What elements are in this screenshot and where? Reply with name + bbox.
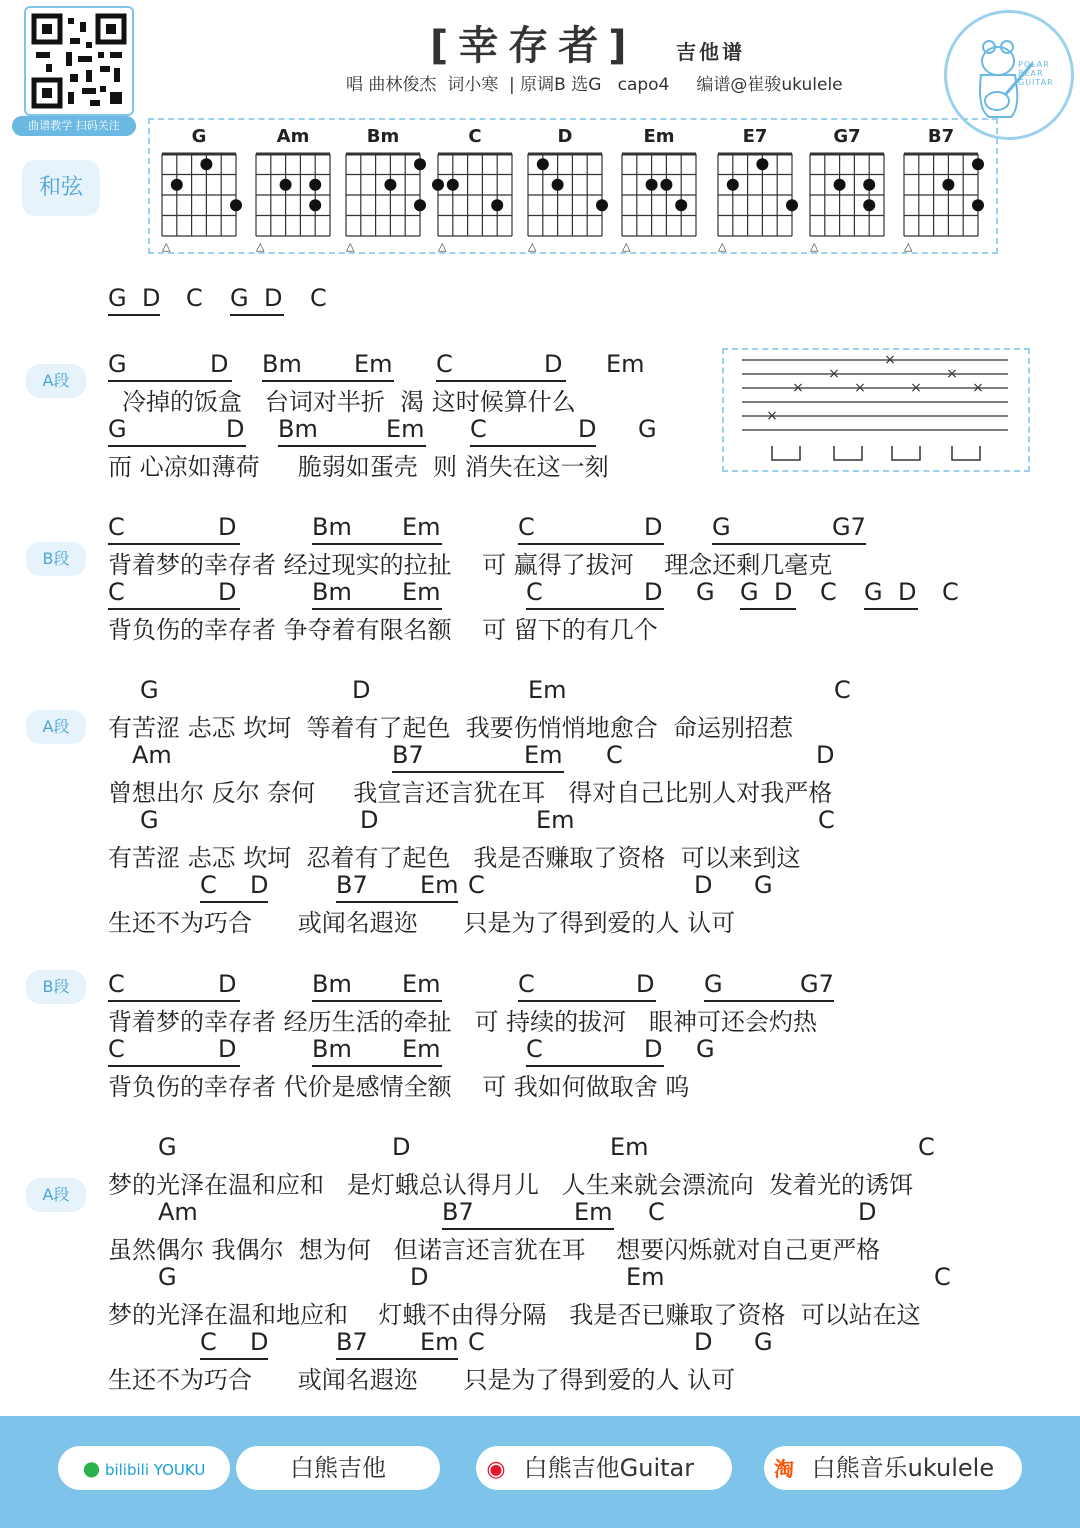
chord-symbol: Bm: [262, 350, 302, 378]
chord-symbol: G7: [800, 970, 834, 998]
chord-symbol: C: [834, 676, 851, 704]
chord-diagrams: [148, 118, 998, 254]
chord-symbol: C: [526, 578, 543, 606]
chord-symbol: Em: [420, 871, 459, 899]
chord-symbol: Em: [402, 513, 441, 541]
chord-symbol: C: [942, 578, 959, 606]
chord-symbol: B7: [392, 741, 424, 769]
chord-symbol: B7: [442, 1198, 474, 1226]
intro-chord: G: [230, 284, 249, 312]
svg-text:×: ×: [946, 366, 958, 382]
chord-symbol: D: [410, 1263, 429, 1291]
chord-symbol: G: [864, 578, 883, 606]
chord-symbol: D: [644, 1035, 663, 1063]
chord-symbol: Am: [158, 1198, 198, 1226]
chord-symbol: D: [352, 676, 371, 704]
qr-code[interactable]: [24, 6, 134, 116]
chord-symbol: G: [108, 415, 127, 443]
svg-text:△: △: [810, 240, 819, 252]
song-credits: 唱 曲林俊杰 词小寒 | 原调B 选G capo4 编谱@崔骏ukulele: [346, 75, 843, 95]
chord-name-c: C: [468, 126, 482, 147]
chord-symbol: D: [226, 415, 245, 443]
intro-chord: G: [108, 284, 127, 312]
intro-chord: C: [310, 284, 327, 312]
chord-symbol: D: [858, 1198, 877, 1226]
chord-name-e7: E7: [742, 126, 768, 147]
chord-symbol: D: [210, 350, 229, 378]
chord-symbol: B7: [336, 1328, 368, 1356]
lyric-line: 有苦涩 忐忑 坎坷 忍着有了起色 我是否赚取了资格 可以来到这: [108, 844, 801, 872]
intro-chord: C: [186, 284, 203, 312]
chord-symbol: Bm: [312, 970, 352, 998]
chord-symbol: G: [140, 676, 159, 704]
chord-symbol: Em: [402, 578, 441, 606]
chord-grid-am: [256, 154, 330, 252]
chord-symbol: D: [218, 970, 237, 998]
chord-symbol: D: [250, 1328, 269, 1356]
song-title: [幸存者]: [430, 23, 637, 69]
footer-taobao[interactable]: [764, 1446, 1022, 1490]
chord-grid-bm: [346, 154, 426, 252]
chord-symbol: C: [820, 578, 837, 606]
brand-logo-text: POLAR BEAR GUITAR: [1018, 60, 1054, 87]
wechat-icon: ●: [82, 1456, 101, 1480]
chord-name-bm: Bm: [366, 126, 400, 147]
chord-symbol: C: [200, 871, 217, 899]
bar-underline: [740, 608, 796, 610]
footer-weibo[interactable]: [476, 1446, 732, 1490]
chord-symbol: D: [644, 578, 663, 606]
chord-symbol: C: [470, 415, 487, 443]
lyric-line: 冷掉的饭盒 台词对半折 渴 这时候算什么: [122, 388, 576, 416]
svg-text:×: ×: [792, 380, 804, 396]
chord-name-g7: G7: [833, 126, 861, 147]
chord-symbol: D: [644, 513, 663, 541]
svg-text:×: ×: [972, 380, 984, 396]
svg-text:×: ×: [884, 352, 896, 368]
lyric-line: 有苦涩 忐忑 坎坷 等着有了起色 我要伤悄悄地愈合 命运别招惹: [108, 714, 794, 742]
chord-symbol: G: [754, 1328, 773, 1356]
chord-symbol: D: [218, 1035, 237, 1063]
chord-symbol: Em: [606, 350, 645, 378]
chord-symbol: C: [468, 1328, 485, 1356]
chord-symbol: D: [360, 806, 379, 834]
chord-symbol: B7: [336, 871, 368, 899]
chord-symbol: C: [518, 513, 535, 541]
lyric-line: 梦的光泽在温和应和 是灯蛾总认得月儿 人生来就会漂流向 发着光的诱饵: [108, 1171, 914, 1199]
chord-symbol: G: [754, 871, 773, 899]
svg-text:△: △: [622, 240, 631, 252]
chord-symbol: D: [898, 578, 917, 606]
footer-name-3: 白熊音乐ukulele: [811, 1454, 995, 1482]
chord-name-g: G: [191, 126, 207, 147]
svg-text:×: ×: [910, 380, 922, 396]
footer-name-1[interactable]: 白熊吉他: [236, 1446, 440, 1490]
chord-symbol: Em: [402, 1035, 441, 1063]
lyric-line: 生还不为巧合 或闻名遐迩 只是为了得到爱的人 认可: [108, 1366, 736, 1394]
chord-symbol: Em: [536, 806, 575, 834]
chord-grid-c: [432, 154, 512, 252]
platform-names: bilibili YOUKU: [104, 1461, 206, 1479]
chords-tag: 和弦: [22, 160, 100, 216]
chord-symbol: D: [578, 415, 597, 443]
chord-grid-g7: [810, 154, 884, 252]
lyric-line: 背负伤的幸存者 争夺着有限名额 可 留下的有几个: [108, 616, 658, 644]
chord-symbol: D: [694, 871, 713, 899]
svg-text:△: △: [528, 240, 537, 252]
song-subtitle: 吉他谱: [676, 40, 745, 64]
chord-grid-g: [162, 154, 242, 252]
lyric-line: 虽然偶尔 我偶尔 想为何 但诺言还言犹在耳 想要闪烁就对自己更严格: [108, 1236, 881, 1264]
chord-symbol: G: [158, 1263, 177, 1291]
weibo-icon: ◉: [486, 1457, 506, 1482]
chord-symbol: Em: [626, 1263, 665, 1291]
qr-label: 曲谱教学 扫码关注: [12, 116, 136, 136]
chord-symbol: C: [818, 806, 835, 834]
chord-symbol: Em: [420, 1328, 459, 1356]
bar-underline: [864, 608, 918, 610]
chord-symbol: D: [218, 578, 237, 606]
chord-symbol: Bm: [312, 1035, 352, 1063]
chord-grid-b7: [904, 154, 984, 252]
chord-symbol: C: [108, 970, 125, 998]
bar-underline: [108, 314, 160, 316]
chord-symbol: G: [108, 350, 127, 378]
chord-symbol: D: [218, 513, 237, 541]
chord-symbol: C: [468, 871, 485, 899]
chord-symbol: C: [108, 1035, 125, 1063]
chord-grid-em: [622, 154, 696, 252]
intro-chord: D: [142, 284, 161, 312]
chord-symbol: G: [696, 1035, 715, 1063]
chord-symbol: Em: [354, 350, 393, 378]
chord-symbol: D: [774, 578, 793, 606]
chord-name-em: Em: [643, 126, 675, 147]
lyric-line: 背负伤的幸存者 代价是感情全额 可 我如何做取舍 呜: [108, 1073, 690, 1101]
chord-symbol: Em: [386, 415, 425, 443]
svg-text:△: △: [256, 240, 265, 252]
platform-badge[interactable]: [58, 1446, 230, 1490]
chord-symbol: C: [606, 741, 623, 769]
taobao-icon: 淘: [774, 1457, 794, 1481]
svg-text:×: ×: [766, 408, 778, 424]
chord-symbol: C: [436, 350, 453, 378]
chord-symbol: G: [704, 970, 723, 998]
chord-name-am: Am: [276, 126, 310, 147]
section-tag-a1: A段: [26, 364, 86, 398]
chord-symbol: D: [816, 741, 835, 769]
chord-symbol: Em: [528, 676, 567, 704]
lyric-line: 而 心凉如薄荷 脆弱如蛋壳 则 消失在这一刻: [108, 453, 609, 481]
section-tag-a2: A段: [26, 710, 86, 744]
chord-symbol: G: [158, 1133, 177, 1161]
chord-symbol: D: [392, 1133, 411, 1161]
chord-symbol: Em: [574, 1198, 613, 1226]
chord-symbol: Bm: [312, 578, 352, 606]
chord-symbol: Em: [524, 741, 563, 769]
chord-symbol: G: [140, 806, 159, 834]
chord-symbol: G: [712, 513, 731, 541]
svg-text:△: △: [904, 240, 913, 252]
chord-symbol: C: [648, 1198, 665, 1226]
section-tag-a3: A段: [26, 1178, 86, 1212]
chord-symbol: C: [518, 970, 535, 998]
chord-name-b7: B7: [927, 126, 955, 147]
chord-symbol: C: [108, 578, 125, 606]
svg-text:×: ×: [828, 366, 840, 382]
lyric-line: 背着梦的幸存者 经历生活的牵扯 可 持续的拔河 眼神可还会灼热: [108, 1008, 818, 1036]
svg-text:△: △: [438, 240, 447, 252]
chord-symbol: D: [544, 350, 563, 378]
chord-grid-e7: [718, 154, 798, 252]
chord-symbol: G7: [832, 513, 866, 541]
chord-symbol: C: [918, 1133, 935, 1161]
svg-text:×: ×: [854, 380, 866, 396]
section-tag-b2: B段: [26, 970, 86, 1004]
lyric-line: 背着梦的幸存者 经过现实的拉扯 可 赢得了拔河 理念还剩几毫克: [108, 551, 833, 579]
intro-chord: D: [264, 284, 283, 312]
strum-pattern: [722, 348, 1030, 472]
svg-text:△: △: [346, 240, 355, 252]
chord-symbol: D: [694, 1328, 713, 1356]
lyric-line: 梦的光泽在温和地应和 灯蛾不由得分隔 我是否已赚取了资格 可以站在这: [108, 1301, 921, 1329]
footer-name-2: 白熊吉他Guitar: [523, 1454, 695, 1482]
chord-symbol: Bm: [278, 415, 318, 443]
chord-symbol: C: [200, 1328, 217, 1356]
lyric-line: 生还不为巧合 或闻名遐迩 只是为了得到爱的人 认可: [108, 909, 736, 937]
chord-symbol: C: [108, 513, 125, 541]
section-tag-b1: B段: [26, 542, 86, 576]
chord-symbol: Em: [610, 1133, 649, 1161]
chord-symbol: Em: [402, 970, 441, 998]
chord-symbol: C: [526, 1035, 543, 1063]
svg-text:△: △: [162, 240, 171, 252]
chord-symbol: Am: [132, 741, 172, 769]
chord-symbol: D: [636, 970, 655, 998]
bar-underline: [230, 314, 284, 316]
chord-symbol: Bm: [312, 513, 352, 541]
svg-text:△: △: [718, 240, 727, 252]
lyric-line: 曾想出尔 反尔 奈何 我宣言还言犹在耳 得对自己比别人对我严格: [108, 779, 833, 807]
chord-symbol: D: [250, 871, 269, 899]
chord-symbol: G: [740, 578, 759, 606]
chord-name-d: D: [557, 126, 573, 147]
chord-symbol: C: [934, 1263, 951, 1291]
chord-symbol: G: [696, 578, 715, 606]
chord-symbol: G: [638, 415, 657, 443]
chord-grid-d: [528, 154, 608, 252]
